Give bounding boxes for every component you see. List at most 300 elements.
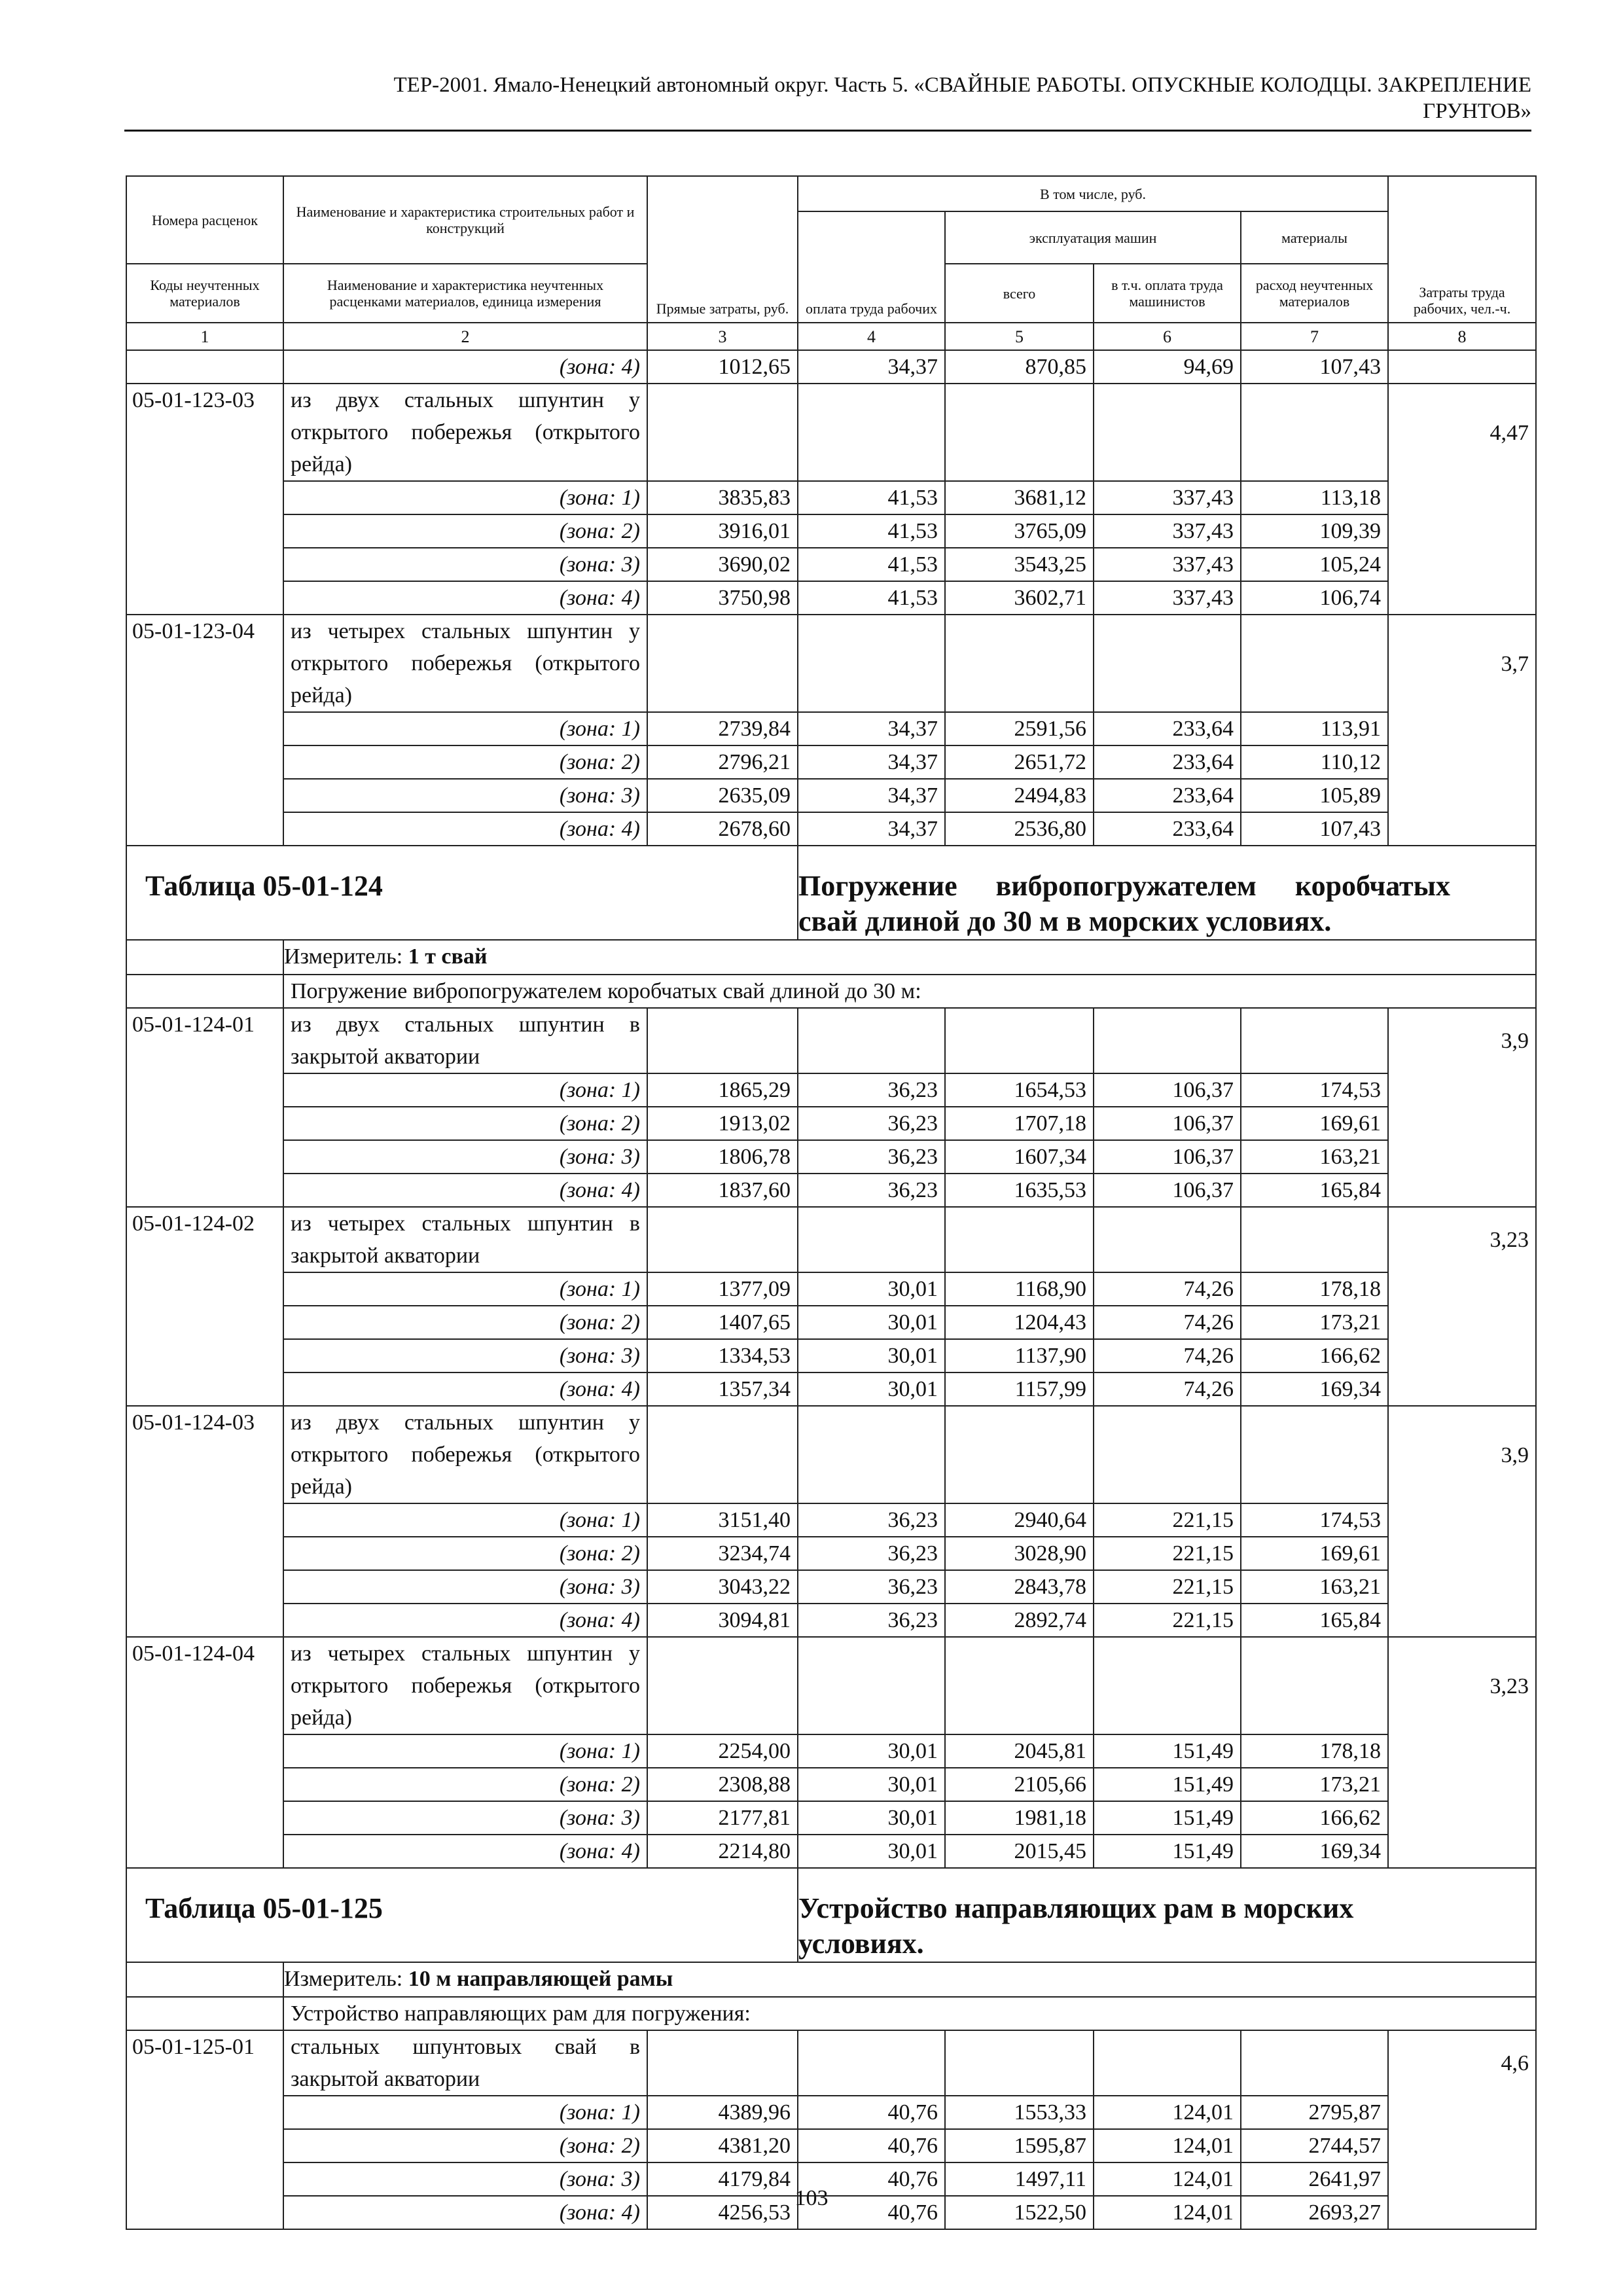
- machine-total: 1497,11: [945, 2162, 1094, 2196]
- table-row: [126, 1604, 1536, 1637]
- direct-cost: 1407,65: [647, 1306, 798, 1339]
- machine-total: 2105,66: [945, 1768, 1094, 1801]
- code-cell-empty: [126, 1734, 283, 1768]
- machinist-wages: 221,15: [1094, 1503, 1241, 1537]
- labor-cell-empty: [1388, 350, 1536, 384]
- labor-cost: 3,9: [1388, 1008, 1536, 1073]
- table-row: [126, 581, 1536, 615]
- col-code-bottom-header: Коды неучтенных материалов: [126, 264, 283, 323]
- worker-wages: 41,53: [798, 581, 945, 615]
- labor-cell-empty: [1388, 2096, 1536, 2129]
- empty-cell: [1094, 1008, 1241, 1073]
- materials-cost: 169,61: [1241, 1537, 1388, 1570]
- machine-total: 2045,81: [945, 1734, 1094, 1768]
- empty-cell: [1241, 384, 1388, 481]
- materials-cost: 106,74: [1241, 581, 1388, 615]
- worker-wages: 40,76: [798, 2196, 945, 2229]
- zone-label: (зона: 4): [283, 1604, 647, 1637]
- col-number: 3: [647, 323, 798, 350]
- materials-cost: 174,53: [1241, 1503, 1388, 1537]
- empty-cell: [1094, 615, 1241, 712]
- item-name: из четырех стальных шпунтин в закрытой акватории: [283, 1207, 647, 1272]
- col-mach-total-header: всего: [945, 264, 1094, 323]
- table-title-row: [126, 846, 1536, 940]
- table-row: [126, 1339, 1536, 1372]
- labor-cell-empty: [1388, 1801, 1536, 1835]
- worker-wages: 30,01: [798, 1306, 945, 1339]
- code-cell-empty: [126, 548, 283, 581]
- table-number: Таблица 05-01-124: [145, 870, 383, 902]
- code-cell-empty: [126, 745, 283, 779]
- direct-cost: 1357,34: [647, 1372, 798, 1406]
- zone-label: (зона: 4): [283, 1372, 647, 1406]
- col-name-header: Наименование и характеристика строительных работ и конструкций: [283, 176, 647, 264]
- empty-cell: [1094, 1637, 1241, 1734]
- worker-wages: 30,01: [798, 1339, 945, 1372]
- zone-label: (зона: 3): [283, 1570, 647, 1604]
- materials-cost: 2641,97: [1241, 2162, 1388, 2196]
- labor-cell-empty: [1388, 514, 1536, 548]
- direct-cost: 4256,53: [647, 2196, 798, 2229]
- worker-wages: 36,23: [798, 1604, 945, 1637]
- labor-cell-empty: [1388, 1339, 1536, 1372]
- item-name: из четырех стальных шпунтин у открытого побережья (открытого рейда): [283, 615, 647, 712]
- rate-code: 05-01-123-03: [126, 384, 283, 481]
- worker-wages: 34,37: [798, 712, 945, 745]
- rate-code: 05-01-123-04: [126, 615, 283, 712]
- labor-cell-empty: [1388, 1174, 1536, 1207]
- direct-cost: 1865,29: [647, 1073, 798, 1107]
- table-row: [126, 1570, 1536, 1604]
- materials-cost: 169,34: [1241, 1372, 1388, 1406]
- labor-cost: 3,23: [1388, 1207, 1536, 1272]
- empty-cell: [798, 1637, 945, 1734]
- measure-row: [126, 1962, 1536, 1997]
- spacer-cell: [126, 1997, 283, 2030]
- table-row: [126, 1306, 1536, 1339]
- zone-label: (зона: 4): [283, 812, 647, 846]
- machine-total: 1595,87: [945, 2129, 1094, 2162]
- machinist-wages: 124,01: [1094, 2196, 1241, 2229]
- spacer-cell: [126, 975, 283, 1008]
- materials-cost: 105,89: [1241, 779, 1388, 812]
- labor-cell-empty: [1388, 712, 1536, 745]
- labor-cell-empty: [1388, 2129, 1536, 2162]
- machinist-wages: 74,26: [1094, 1339, 1241, 1372]
- machinist-wages: 151,49: [1094, 1768, 1241, 1801]
- zone-label: (зона: 3): [283, 1801, 647, 1835]
- worker-wages: 41,53: [798, 548, 945, 581]
- machine-total: 1981,18: [945, 1801, 1094, 1835]
- machinist-wages: 221,15: [1094, 1537, 1241, 1570]
- machinist-wages: 233,64: [1094, 745, 1241, 779]
- empty-cell: [1094, 1406, 1241, 1503]
- code-cell-empty: [126, 350, 283, 384]
- item-name: из двух стальных шпунтин у открытого побережья (открытого рейда): [283, 1406, 647, 1503]
- zone-label: (зона: 4): [283, 2196, 647, 2229]
- price-table: [126, 175, 1537, 2230]
- worker-wages: 36,23: [798, 1570, 945, 1604]
- measure-cell: [283, 940, 1536, 975]
- labor-cell-empty: [1388, 1768, 1536, 1801]
- machine-total: 2536,80: [945, 812, 1094, 846]
- running-header: [124, 72, 1531, 132]
- labor-cell-empty: [1388, 1503, 1536, 1537]
- table-caption: Устройство направляющих рам в морских условиях.: [798, 1892, 1354, 1960]
- empty-cell: [647, 2030, 798, 2096]
- machine-total: 1137,90: [945, 1339, 1094, 1372]
- subtitle-row: [126, 975, 1536, 1008]
- empty-cell: [647, 615, 798, 712]
- subtitle-row: [126, 1997, 1536, 2030]
- direct-cost: 1913,02: [647, 1107, 798, 1140]
- code-cell-empty: [126, 1306, 283, 1339]
- item-row: [126, 2030, 1536, 2096]
- zone-label: (зона: 2): [283, 2129, 647, 2162]
- table-row: [126, 2096, 1536, 2129]
- labor-cell-empty: [1388, 745, 1536, 779]
- table-header: [126, 176, 1536, 350]
- labor-cost: 4,47: [1388, 384, 1536, 481]
- empty-cell: [647, 1637, 798, 1734]
- machinist-wages: 337,43: [1094, 514, 1241, 548]
- materials-cost: 113,18: [1241, 481, 1388, 514]
- empty-cell: [945, 2030, 1094, 2096]
- worker-wages: 40,76: [798, 2096, 945, 2129]
- table-row: [126, 2129, 1536, 2162]
- machine-total: 3602,71: [945, 581, 1094, 615]
- machinist-wages: 151,49: [1094, 1734, 1241, 1768]
- zone-label: (зона: 3): [283, 1339, 647, 1372]
- labor-cell-empty: [1388, 1570, 1536, 1604]
- materials-cost: 109,39: [1241, 514, 1388, 548]
- direct-cost: 2678,60: [647, 812, 798, 846]
- machinist-wages: 94,69: [1094, 350, 1241, 384]
- materials-cost: 169,61: [1241, 1107, 1388, 1140]
- direct-cost: 3151,40: [647, 1503, 798, 1537]
- table-title-cell: [126, 1868, 798, 1962]
- table-row: [126, 548, 1536, 581]
- machine-total: 3765,09: [945, 514, 1094, 548]
- machinist-wages: 124,01: [1094, 2162, 1241, 2196]
- worker-wages: 36,23: [798, 1140, 945, 1174]
- machine-total: 2494,83: [945, 779, 1094, 812]
- machinist-wages: 337,43: [1094, 581, 1241, 615]
- machine-total: 1168,90: [945, 1272, 1094, 1306]
- worker-wages: 36,23: [798, 1537, 945, 1570]
- empty-cell: [1241, 2030, 1388, 2096]
- machine-total: 2591,56: [945, 712, 1094, 745]
- section-subtitle: Погружение вибропогружателем коробчатых свай длиной до 30 м:: [283, 975, 1536, 1008]
- code-cell-empty: [126, 1272, 283, 1306]
- table-title-row: [126, 1868, 1536, 1962]
- code-cell-empty: [126, 1604, 283, 1637]
- worker-wages: 41,53: [798, 481, 945, 514]
- empty-cell: [647, 1406, 798, 1503]
- measure-row: [126, 940, 1536, 975]
- machine-total: 2015,45: [945, 1835, 1094, 1868]
- measure-value: 1 т свай: [408, 944, 488, 969]
- header-line-1: ТЕР-2001. Ямало-Ненецкий автономный округ. Часть 5. «СВАЙНЫЕ РАБОТЫ. ОПУСКНЫЕ КОЛОДЦЫ. ЗАКРЕПЛЕНИЕ: [393, 73, 1531, 97]
- machinist-wages: 233,64: [1094, 812, 1241, 846]
- measure-value: 10 м направляющей рамы: [408, 1967, 673, 1991]
- direct-cost: 3750,98: [647, 581, 798, 615]
- empty-cell: [1094, 384, 1241, 481]
- empty-cell: [1241, 1637, 1388, 1734]
- empty-cell: [647, 1207, 798, 1272]
- machinist-wages: 233,64: [1094, 779, 1241, 812]
- machine-total: 1707,18: [945, 1107, 1094, 1140]
- direct-cost: 4179,84: [647, 2162, 798, 2196]
- zone-label: (зона: 2): [283, 514, 647, 548]
- empty-cell: [945, 384, 1094, 481]
- machinist-wages: 106,37: [1094, 1073, 1241, 1107]
- zone-label: (зона: 4): [283, 1835, 647, 1868]
- code-cell-empty: [126, 1801, 283, 1835]
- code-cell-empty: [126, 1073, 283, 1107]
- machinist-wages: 337,43: [1094, 481, 1241, 514]
- machine-total: 3028,90: [945, 1537, 1094, 1570]
- labor-cost: 3,23: [1388, 1637, 1536, 1734]
- worker-wages: 40,76: [798, 2162, 945, 2196]
- direct-cost: 4381,20: [647, 2129, 798, 2162]
- code-cell-empty: [126, 581, 283, 615]
- worker-wages: 34,37: [798, 745, 945, 779]
- labor-cost: 3,9: [1388, 1406, 1536, 1503]
- worker-wages: 30,01: [798, 1835, 945, 1868]
- machinist-wages: 233,64: [1094, 712, 1241, 745]
- labor-cost: 4,6: [1388, 2030, 1536, 2096]
- machinist-wages: 221,15: [1094, 1570, 1241, 1604]
- materials-cost: 165,84: [1241, 1604, 1388, 1637]
- code-cell-empty: [126, 779, 283, 812]
- table-row: [126, 1372, 1536, 1406]
- header-line-2: ГРУНТОВ»: [1423, 99, 1531, 123]
- measure-label: Измеритель:: [284, 944, 403, 969]
- labor-cell-empty: [1388, 581, 1536, 615]
- col-code-header: Номера расценок: [126, 176, 283, 264]
- machinist-wages: 221,15: [1094, 1604, 1241, 1637]
- empty-cell: [1094, 1207, 1241, 1272]
- code-cell-empty: [126, 1339, 283, 1372]
- materials-cost: 166,62: [1241, 1339, 1388, 1372]
- col-wages-header: оплата труда рабочих: [798, 211, 945, 323]
- code-cell-empty: [126, 1140, 283, 1174]
- materials-cost: 178,18: [1241, 1272, 1388, 1306]
- code-cell-empty: [126, 2096, 283, 2129]
- zone-label: (зона: 1): [283, 481, 647, 514]
- machine-total: 870,85: [945, 350, 1094, 384]
- zone-label: (зона: 2): [283, 1306, 647, 1339]
- materials-cost: 174,53: [1241, 1073, 1388, 1107]
- item-row: [126, 1207, 1536, 1272]
- table-row: [126, 1768, 1536, 1801]
- direct-cost: 3094,81: [647, 1604, 798, 1637]
- machinist-wages: 74,26: [1094, 1306, 1241, 1339]
- zone-label: (зона: 4): [283, 350, 647, 384]
- direct-cost: 2796,21: [647, 745, 798, 779]
- direct-cost: 4389,96: [647, 2096, 798, 2129]
- code-cell-empty: [126, 1835, 283, 1868]
- materials-cost: 166,62: [1241, 1801, 1388, 1835]
- labor-cell-empty: [1388, 548, 1536, 581]
- empty-cell: [945, 1008, 1094, 1073]
- worker-wages: 30,01: [798, 1768, 945, 1801]
- table-row: [126, 1107, 1536, 1140]
- table-row: [126, 514, 1536, 548]
- zone-label: (зона: 2): [283, 1768, 647, 1801]
- code-cell-empty: [126, 1107, 283, 1140]
- materials-cost: 165,84: [1241, 1174, 1388, 1207]
- col-name-bottom-header: Наименование и характеристика неучтенных расценками материалов, единица измерения: [283, 264, 647, 323]
- labor-cell-empty: [1388, 812, 1536, 846]
- zone-label: (зона: 4): [283, 1174, 647, 1207]
- direct-cost: 2254,00: [647, 1734, 798, 1768]
- incl-header: В том числе, руб.: [798, 176, 1388, 211]
- machine-total: 1522,50: [945, 2196, 1094, 2229]
- table-row: [126, 1734, 1536, 1768]
- table-row: [126, 350, 1536, 384]
- empty-cell: [798, 384, 945, 481]
- table-number: Таблица 05-01-125: [145, 1892, 383, 1924]
- direct-cost: 3916,01: [647, 514, 798, 548]
- empty-cell: [945, 1637, 1094, 1734]
- zone-label: (зона: 1): [283, 1734, 647, 1768]
- table-row: [126, 1801, 1536, 1835]
- machinist-wages: 106,37: [1094, 1140, 1241, 1174]
- column-numbers-row: [126, 323, 1536, 350]
- worker-wages: 30,01: [798, 1372, 945, 1406]
- direct-cost: 2177,81: [647, 1801, 798, 1835]
- zone-label: (зона: 1): [283, 1073, 647, 1107]
- worker-wages: 34,37: [798, 779, 945, 812]
- code-cell-empty: [126, 1372, 283, 1406]
- machinist-wages: 106,37: [1094, 1174, 1241, 1207]
- labor-cell-empty: [1388, 1107, 1536, 1140]
- machine-total: 1157,99: [945, 1372, 1094, 1406]
- measure-cell: [283, 1962, 1536, 1997]
- zone-label: (зона: 3): [283, 2162, 647, 2196]
- table-caption: Погружение вибропогружателем коробчатых свай длиной до 30 м в морских условиях.: [798, 870, 1451, 937]
- machinist-wages: 106,37: [1094, 1107, 1241, 1140]
- machinist-wages: 337,43: [1094, 548, 1241, 581]
- empty-cell: [945, 615, 1094, 712]
- labor-cost: 3,7: [1388, 615, 1536, 712]
- col-labor-header: Затраты труда рабочих, чел.-ч.: [1388, 176, 1536, 323]
- col-number: 2: [283, 323, 647, 350]
- empty-cell: [945, 1406, 1094, 1503]
- rate-code: 05-01-124-02: [126, 1207, 283, 1272]
- item-row: [126, 1008, 1536, 1073]
- machinist-wages: 74,26: [1094, 1272, 1241, 1306]
- col-number: 8: [1388, 323, 1536, 350]
- item-name: из четырех стальных шпунтин у открытого побережья (открытого рейда): [283, 1637, 647, 1734]
- direct-cost: 3043,22: [647, 1570, 798, 1604]
- page-number: 103: [794, 2186, 829, 2210]
- zone-label: (зона: 3): [283, 779, 647, 812]
- materials-cost: 163,21: [1241, 1570, 1388, 1604]
- item-name: стальных шпунтовых свай в закрытой акватории: [283, 2030, 647, 2096]
- code-cell-empty: [126, 514, 283, 548]
- labor-cell-empty: [1388, 1272, 1536, 1306]
- machine-total: 3543,25: [945, 548, 1094, 581]
- zone-label: (зона: 4): [283, 581, 647, 615]
- machine-total: 2892,74: [945, 1604, 1094, 1637]
- materials-cost: 2795,87: [1241, 2096, 1388, 2129]
- direct-cost: 3835,83: [647, 481, 798, 514]
- materials-cost: 107,43: [1241, 350, 1388, 384]
- machinist-wages: 124,01: [1094, 2129, 1241, 2162]
- empty-cell: [798, 1406, 945, 1503]
- machinist-wages: 124,01: [1094, 2096, 1241, 2129]
- code-cell-empty: [126, 2129, 283, 2162]
- machinist-wages: 151,49: [1094, 1835, 1241, 1868]
- machine-total: 1204,43: [945, 1306, 1094, 1339]
- empty-cell: [798, 1207, 945, 1272]
- code-cell-empty: [126, 1768, 283, 1801]
- table-row: [126, 1140, 1536, 1174]
- table-row: [126, 1835, 1536, 1868]
- direct-cost: 1806,78: [647, 1140, 798, 1174]
- col-number: 7: [1241, 323, 1388, 350]
- machine-total: 1553,33: [945, 2096, 1094, 2129]
- table-row: [126, 1537, 1536, 1570]
- empty-cell: [945, 1207, 1094, 1272]
- machines-header: эксплуатация машин: [945, 211, 1241, 264]
- empty-cell: [1241, 1008, 1388, 1073]
- materials-cost: 163,21: [1241, 1140, 1388, 1174]
- code-cell-empty: [126, 1503, 283, 1537]
- labor-cell-empty: [1388, 1073, 1536, 1107]
- empty-cell: [1241, 1406, 1388, 1503]
- machinist-wages: 151,49: [1094, 1801, 1241, 1835]
- table-row: [126, 1272, 1536, 1306]
- machine-total: 2651,72: [945, 745, 1094, 779]
- machine-total: 2940,64: [945, 1503, 1094, 1537]
- direct-cost: 2739,84: [647, 712, 798, 745]
- rate-code: 05-01-124-03: [126, 1406, 283, 1503]
- item-row: [126, 1637, 1536, 1734]
- materials-cost: 107,43: [1241, 812, 1388, 846]
- code-cell-empty: [126, 1537, 283, 1570]
- labor-cell-empty: [1388, 1140, 1536, 1174]
- direct-cost: 1334,53: [647, 1339, 798, 1372]
- machine-total: 1654,53: [945, 1073, 1094, 1107]
- table-row: [126, 1073, 1536, 1107]
- worker-wages: 36,23: [798, 1073, 945, 1107]
- materials-cost: 2744,57: [1241, 2129, 1388, 2162]
- labor-cell-empty: [1388, 1372, 1536, 1406]
- machine-total: 2843,78: [945, 1570, 1094, 1604]
- item-row: [126, 1406, 1536, 1503]
- materials-cost: 178,18: [1241, 1734, 1388, 1768]
- worker-wages: 30,01: [798, 1734, 945, 1768]
- direct-cost: 2308,88: [647, 1768, 798, 1801]
- direct-cost: 3234,74: [647, 1537, 798, 1570]
- zone-label: (зона: 2): [283, 745, 647, 779]
- item-name: из двух стальных шпунтин в закрытой акватории: [283, 1008, 647, 1073]
- rate-code: 05-01-124-01: [126, 1008, 283, 1073]
- worker-wages: 41,53: [798, 514, 945, 548]
- col-number: 4: [798, 323, 945, 350]
- table-row: [126, 1503, 1536, 1537]
- worker-wages: 40,76: [798, 2129, 945, 2162]
- table-row: [126, 481, 1536, 514]
- worker-wages: 36,23: [798, 1107, 945, 1140]
- zone-label: (зона: 3): [283, 548, 647, 581]
- worker-wages: 34,37: [798, 350, 945, 384]
- direct-cost: 2635,09: [647, 779, 798, 812]
